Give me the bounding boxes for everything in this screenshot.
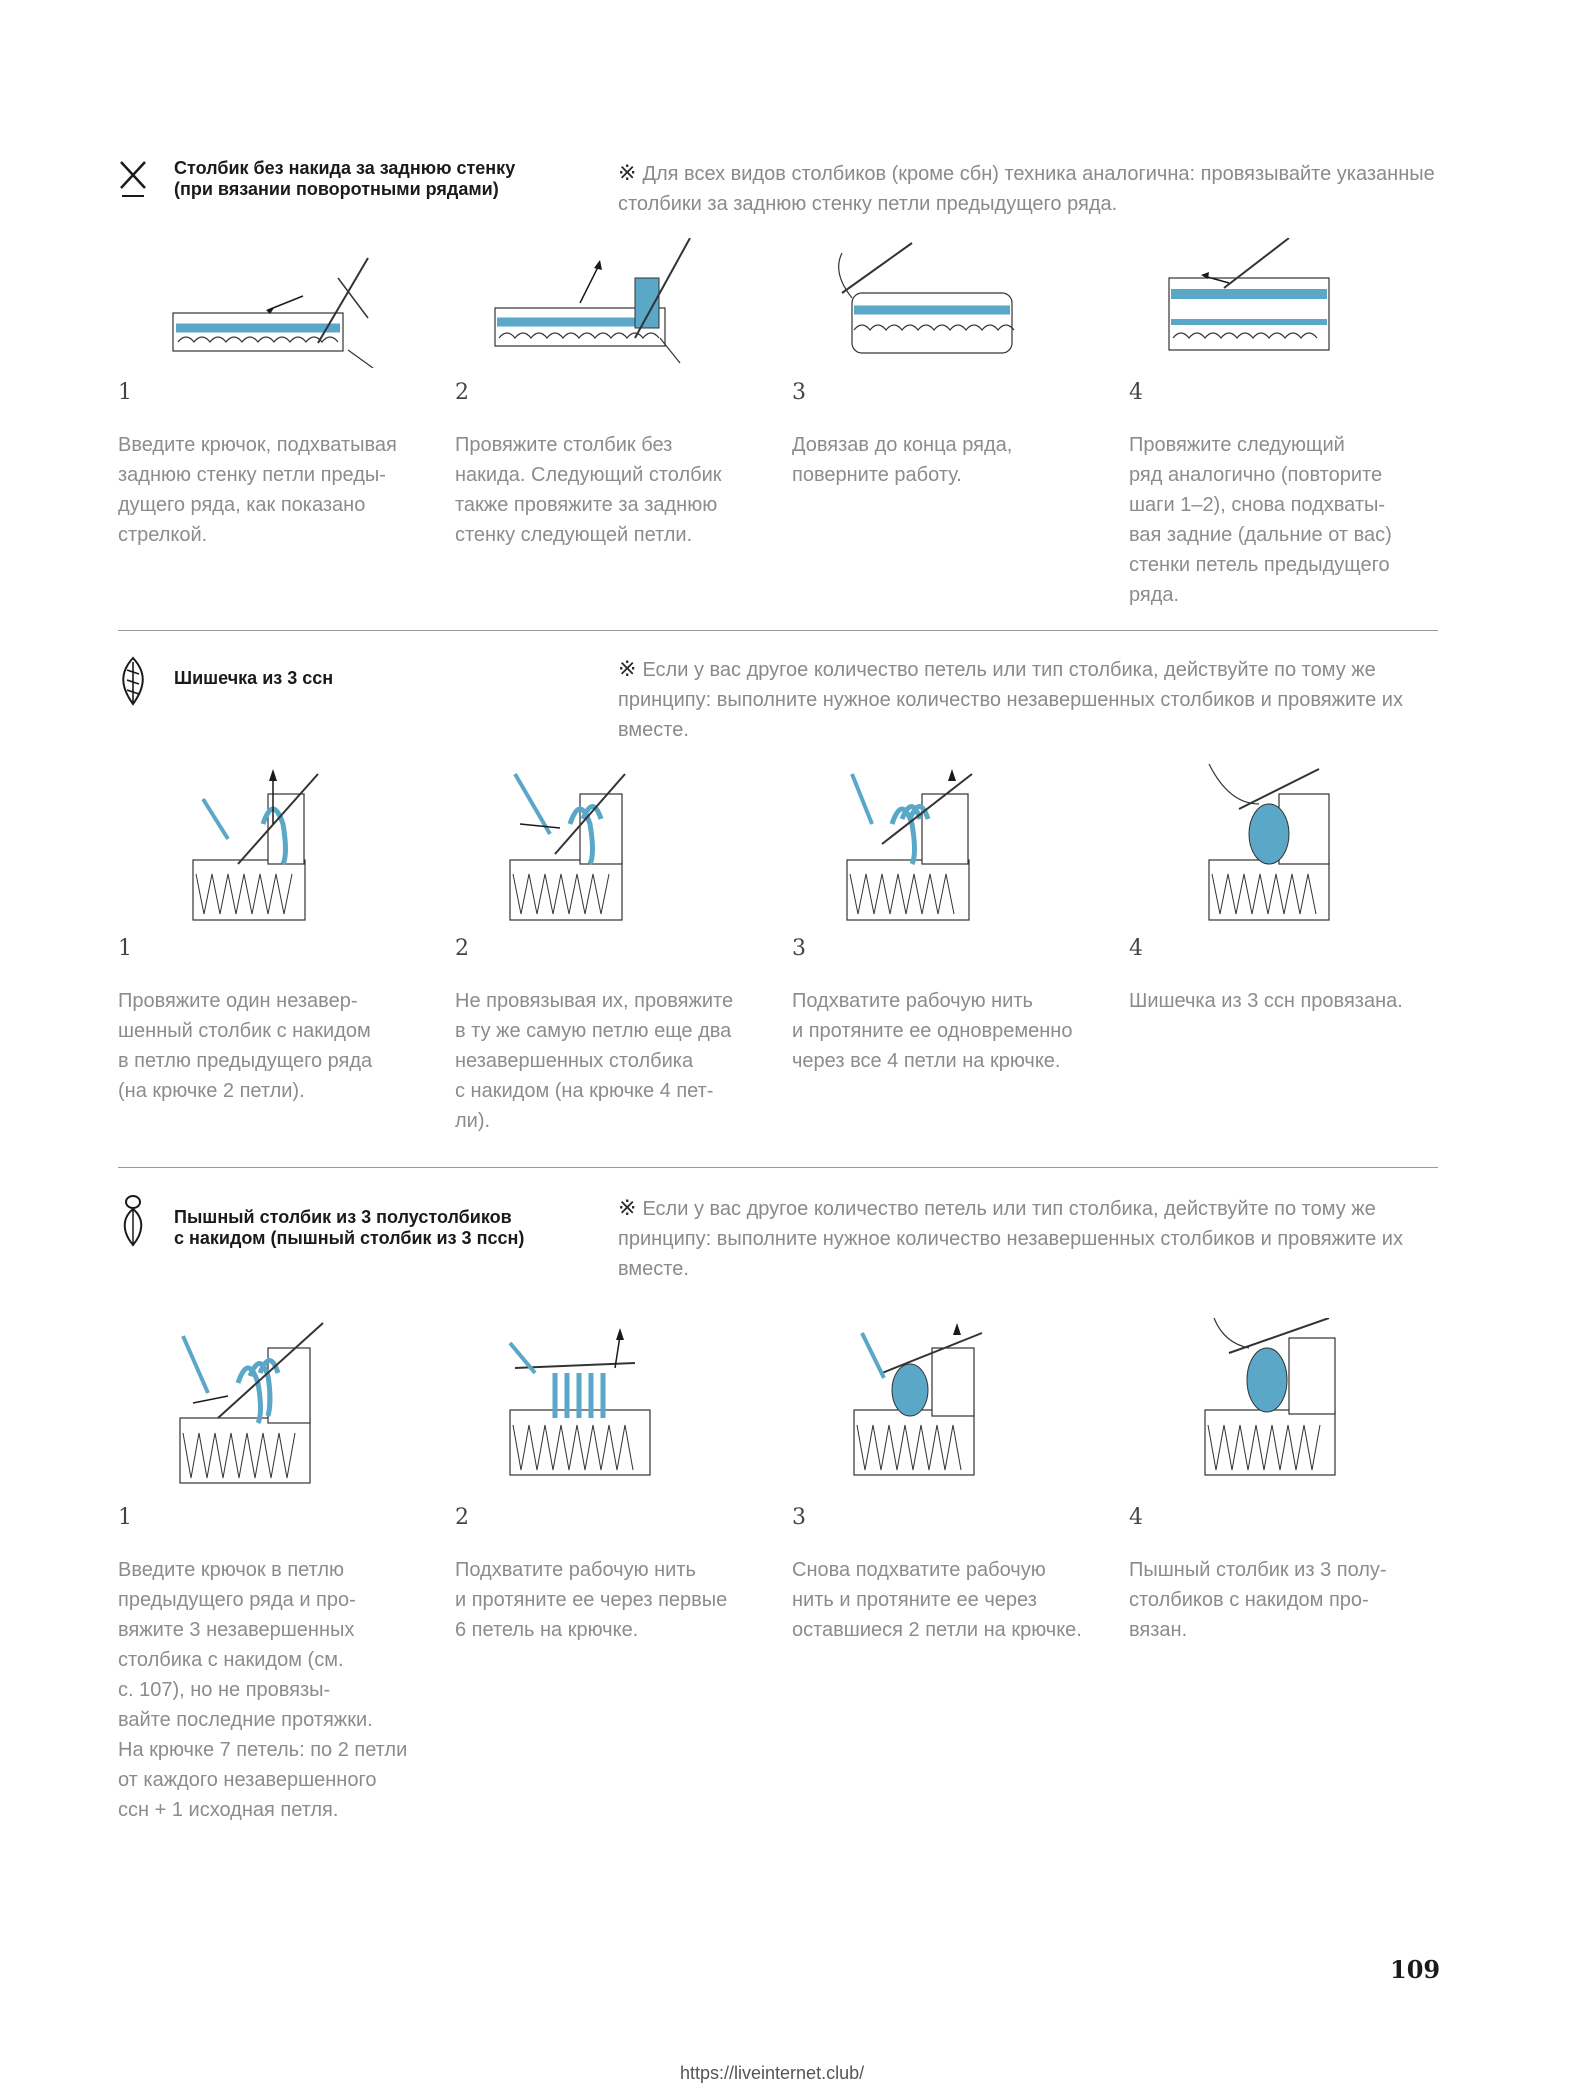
step-illustration [455, 764, 755, 924]
step-number: 4 [1129, 380, 1143, 405]
step-text: Подхватите рабочую нить и протяните ее одновременно через все 4 петли на крючке. [792, 990, 1073, 1072]
step-text: Пышный столбик из 3 полу- столбиков с накидом про- вязан. [1129, 1559, 1387, 1641]
step-text: Шишечка из 3 ссн провязана. [1129, 990, 1403, 1012]
section-note [618, 158, 1448, 219]
step-text: Провяжите столбик без накида. Следующий столбик также провяжите за заднюю стенку следующей петли. [455, 434, 722, 546]
step-number: 4 [1129, 936, 1143, 961]
step-illustration [792, 764, 1092, 924]
footer-url[interactable]: https://liveinternet.club/ [680, 2063, 865, 2083]
section-puff [118, 1193, 1438, 1843]
step-number: 2 [455, 936, 469, 961]
section-divider [118, 1167, 1438, 1168]
step-text: Довязав до конца ряда, поверните работу. [792, 434, 1013, 486]
step-illustration [118, 238, 418, 368]
section-back-loop-sc [118, 158, 1438, 628]
page-number: 109 [1390, 1955, 1441, 1984]
step-illustration [792, 238, 1092, 368]
back-loop-single-crochet-icon [118, 158, 148, 212]
step-text: Снова подхватите рабочую нить и протяните ее через оставшиеся 2 петли на крючке. [792, 1559, 1082, 1641]
note-symbol: ※ [618, 160, 637, 185]
step-illustration [1129, 238, 1429, 368]
step-illustration [455, 1318, 755, 1488]
section-note [618, 1193, 1448, 1284]
step-number: 3 [792, 936, 806, 961]
section-bobble [118, 654, 1438, 1154]
step-number: 4 [1129, 1505, 1143, 1530]
step-number: 3 [792, 380, 806, 405]
step-number: 1 [118, 380, 132, 405]
bobble-stitch-icon [118, 654, 148, 708]
section-note [618, 654, 1448, 745]
step-text: Не провязывая их, провяжите в ту же самую петлю еще два незавершенных столбика с накидом (на крючке 4 пет- ли). [455, 990, 734, 1132]
section-divider [118, 630, 1438, 631]
step-illustration [1129, 764, 1429, 924]
section-note-text: Для всех видов столбиков (кроме сбн) техника аналогична: провязывайте указанные столбики за заднюю стенку петли предыдущего ряда. [618, 163, 1435, 215]
note-symbol: ※ [618, 1195, 637, 1220]
step-illustration [455, 238, 755, 368]
step-illustration [792, 1318, 1092, 1488]
note-symbol: ※ [618, 656, 637, 681]
step-text: Подхватите рабочую нить и протяните ее через первые 6 петель на крючке. [455, 1559, 728, 1641]
section-title: Шишечка из 3 ссн [174, 668, 334, 688]
puff-stitch-icon [118, 1193, 148, 1247]
step-text: Введите крючок в петлю предыдущего ряда и про- вяжите 3 незавершенных столбика с накидом (см. с. 107), но не провязы- вайте последние протяжки. На крючке 7 петель: по 2 петли от каждого незавершенного ссн + 1 исходная петля. [118, 1559, 408, 1821]
step-illustration [118, 764, 418, 924]
section-title: Столбик без накида за заднюю стенку (при вязании поворотными рядами) [174, 158, 516, 199]
step-number: 1 [118, 936, 132, 961]
step-number: 2 [455, 1505, 469, 1530]
step-text: Введите крючок, подхватывая заднюю стенку петли преды- дущего ряда, как показано стрелкой. [118, 434, 397, 546]
step-illustration [1129, 1318, 1429, 1488]
section-note-text: Если у вас другое количество петель или тип столбика, действуйте по тому же принципу: выполните нужное количество незавершенных столбиков и провяжите их вместе. [618, 1198, 1403, 1280]
step-number: 2 [455, 380, 469, 405]
step-illustration [118, 1318, 418, 1488]
section-note-text: Если у вас другое количество петель или тип столбика, действуйте по тому же принципу: выполните нужное количество незавершенных столбиков и провяжите их вместе. [618, 659, 1403, 741]
step-text: Провяжите следующий ряд аналогично (повторите шаги 1–2), снова подхваты- вая задние (дальние от вас) стенки петель предыдущего ряда. [1129, 434, 1392, 606]
step-number: 3 [792, 1505, 806, 1530]
section-title: Пышный столбик из 3 полустолбиков с накидом (пышный столбик из 3 пссн) [174, 1207, 525, 1248]
step-number: 1 [118, 1505, 132, 1530]
step-text: Провяжите один незавер- шенный столбик с накидом в петлю предыдущего ряда (на крючке 2 петли). [118, 990, 373, 1102]
